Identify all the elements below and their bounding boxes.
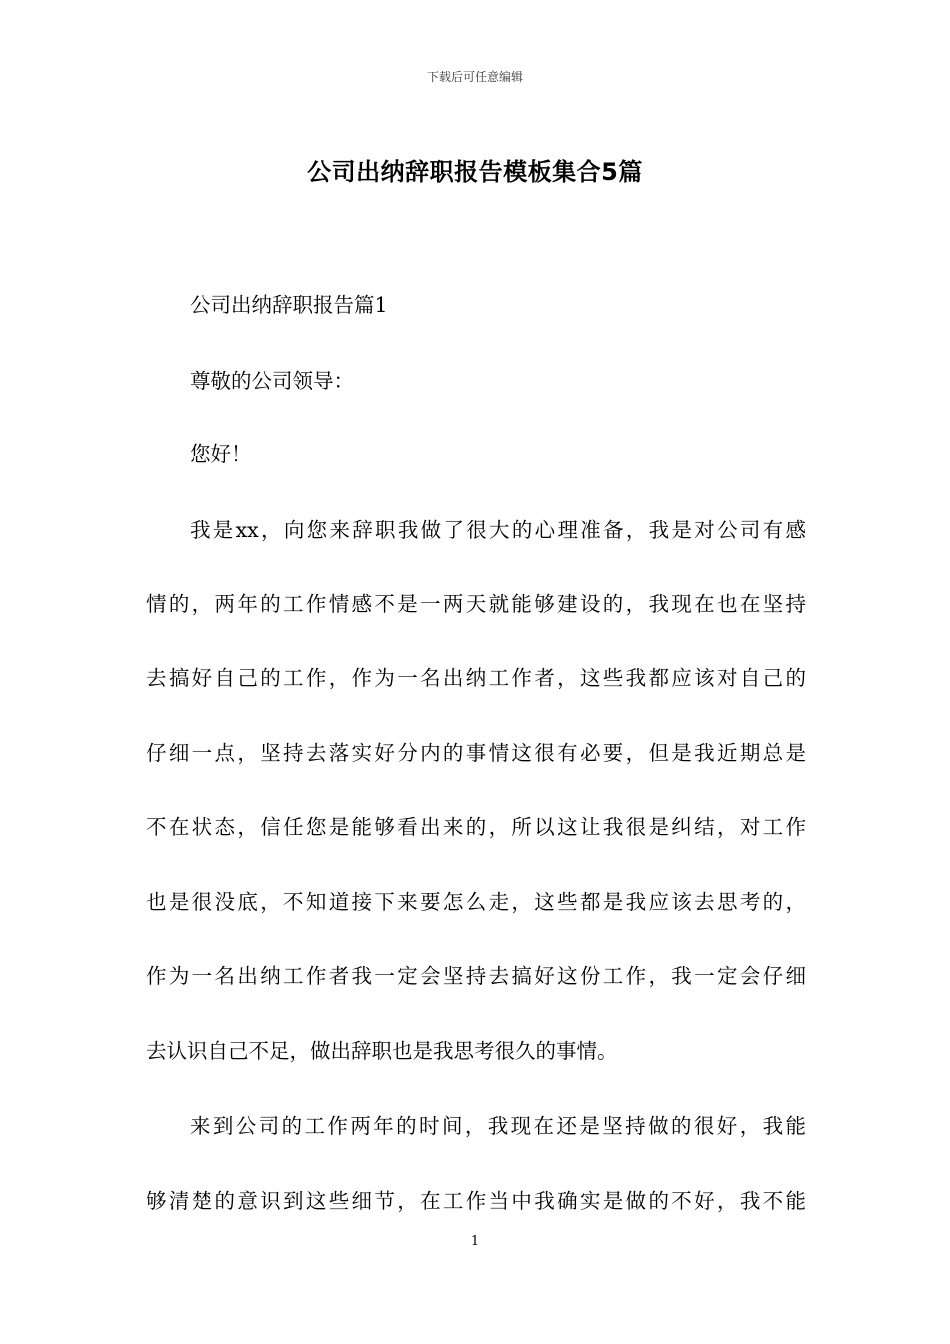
page-header-note: 下载后可任意编辑 — [426, 70, 523, 84]
paragraph-line: 情的，两年的工作情感不是一两天就能够建设的，我现在也在坚持 — [146, 592, 806, 616]
paragraph-line: 不在状态，信任您是能够看出来的，所以这让我很是纠结，对工作 — [146, 815, 806, 839]
paragraph-line: 去认识自己不足，做出辞职也是我思考很久的事情。 — [146, 1039, 618, 1063]
greeting: 您好！ — [190, 442, 252, 466]
page-number: 1 — [470, 1234, 480, 1249]
salutation: 尊敬的公司领导： — [190, 369, 354, 393]
paragraph-line: 仔细一点，坚持去落实好分内的事情这很有必要，但是我近期总是 — [146, 741, 806, 765]
section-heading: 公司出纳辞职报告篇1 — [190, 293, 388, 317]
document-title: 公司出纳辞职报告模板集合5篇 — [307, 158, 643, 186]
paragraph-line: 作为一名出纳工作者我一定会坚持去搞好这份工作，我一定会仔细 — [146, 964, 806, 988]
paragraph-line: 也是很没底，不知道接下来要怎么走，这些都是我应该去思考的， — [146, 890, 806, 914]
paragraph-line: 够清楚的意识到这些细节，在工作当中我确实是做的不好，我不能 — [146, 1189, 806, 1213]
paragraph-line: 我是xx，向您来辞职我做了很大的心理准备，我是对公司有感 — [190, 518, 806, 542]
paragraph-line: 去搞好自己的工作，作为一名出纳工作者，这些我都应该对自己的 — [146, 666, 806, 690]
paragraph-line: 来到公司的工作两年的时间，我现在还是坚持做的很好，我能 — [190, 1114, 806, 1138]
